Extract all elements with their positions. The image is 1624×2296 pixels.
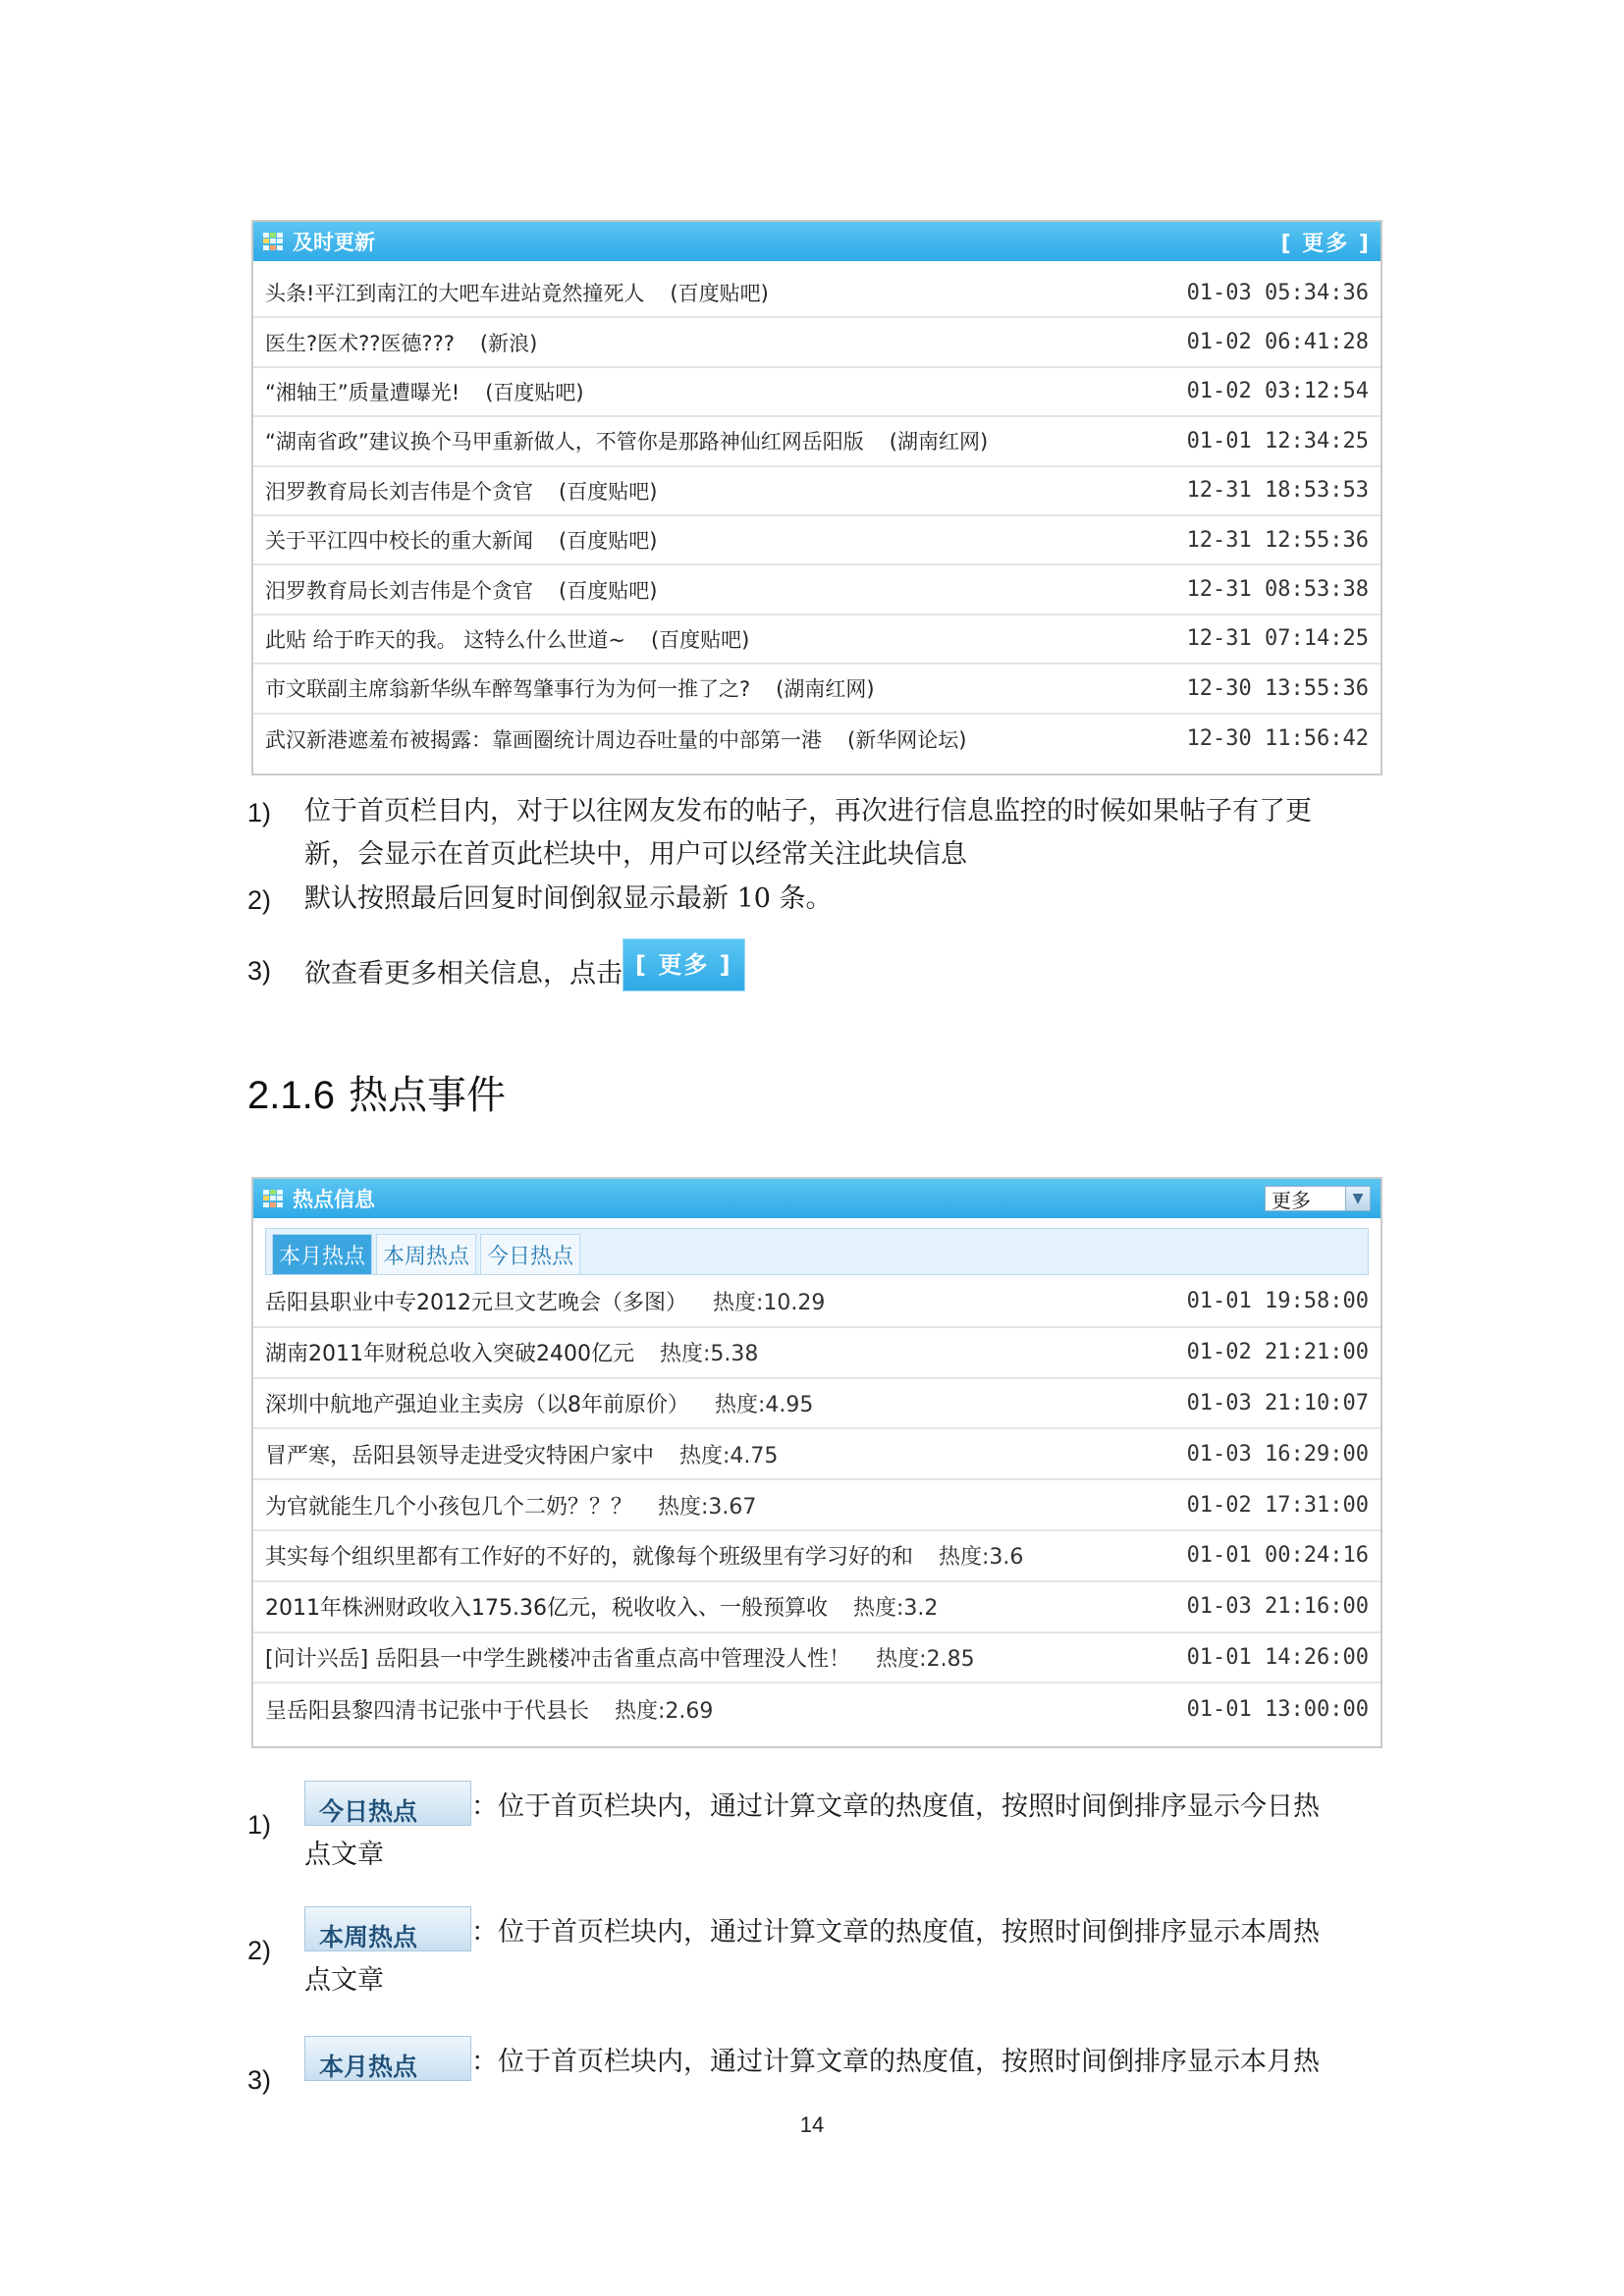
paragraph-line: ：位于首页栏块内，通过计算文章的热度值，按照时间倒排序显示本周热 (471, 1917, 1320, 1948)
heat-value: 热度:10.29 (713, 1291, 826, 1316)
paragraph-line: 点文章 (304, 1840, 384, 1870)
list-item (253, 368, 1380, 417)
post-source: (百度贴吧) (670, 282, 769, 306)
hot-title-link[interactable]: 湖南2011年财税总收入突破2400亿元 (265, 1342, 634, 1367)
list-item (253, 1633, 1380, 1684)
paragraph-line: 新，会显示在首页此栏块中，用户可以经常关注此块信息 (304, 839, 967, 870)
list-item-text (265, 624, 1182, 654)
post-source: (湖南红网) (776, 677, 875, 702)
list-item (253, 1531, 1380, 1582)
paragraph-line: 欲查看更多相关信息，点击 (304, 958, 623, 989)
heat-value: 热度:5.38 (659, 1342, 759, 1367)
hot-list (253, 1277, 1380, 1735)
list-item-text (265, 1439, 1182, 1469)
list-number: 1) (247, 798, 272, 828)
list-item-text (265, 1540, 1182, 1571)
list-number: 2) (247, 885, 272, 915)
list-item-text (265, 377, 1182, 406)
post-time: 12-31 18:53:53 (1186, 478, 1369, 504)
list-item-text (265, 1591, 1182, 1622)
post-source: (新华网论坛) (847, 727, 967, 752)
post-time: 01-02 17:31:00 (1186, 1492, 1369, 1518)
weekly-hot-button-image[interactable]: 本周热点 (304, 1906, 471, 1951)
post-source: (湖南红网) (889, 430, 989, 454)
paragraph-line: 点文章 (304, 1965, 384, 1996)
list-number: 2) (247, 1936, 272, 1965)
tab-monthly-hot[interactable]: 本月热点 (272, 1234, 372, 1274)
hot-info-panel (251, 1177, 1382, 1748)
section-heading (247, 1064, 506, 1120)
post-title-link[interactable]: 武汉新港遮羞布被揭露：靠画圈统计周边吞吐量的中部第一港 (265, 727, 822, 752)
post-title-link[interactable]: 此贴 给于昨天的我。 这特么什么世道~ (265, 627, 625, 652)
post-time: 01-03 05:34:36 (1186, 280, 1369, 305)
list-item-text (265, 1388, 1182, 1418)
more-link[interactable]: [ 更多 ] (1280, 231, 1371, 256)
hot-title-link[interactable]: 深圳中航地产强迫业主卖房（以8年前原价） (265, 1392, 689, 1417)
list-item-text (265, 724, 1182, 754)
list-item-text (265, 476, 1182, 506)
post-time: 12-31 12:55:36 (1186, 527, 1369, 553)
post-time: 12-30 13:55:36 (1186, 675, 1369, 701)
list-item (253, 715, 1380, 764)
list-number: 3) (247, 2065, 272, 2095)
post-time: 01-01 13:00:00 (1186, 1696, 1369, 1722)
post-title-link[interactable]: 医生?医术??医德??? (265, 331, 455, 355)
post-source: (新浪) (479, 331, 538, 355)
list-item (253, 565, 1380, 614)
post-title-link[interactable]: 头条!平江到南江的大吧车进站竟然撞死人 (265, 282, 645, 306)
list-item (253, 1328, 1380, 1379)
panel-title: 及时更新 (293, 231, 375, 254)
section-title: 热点事件 (348, 1073, 506, 1118)
monthly-hot-button-image[interactable]: 本月热点 (304, 2036, 471, 2081)
post-title-link[interactable]: 汨罗教育局长刘吉伟是个贪官 (265, 479, 533, 504)
hot-title-link[interactable]: 其实每个组织里都有工作好的不好的，就像每个班级里有学习好的和 (265, 1545, 914, 1571)
hot-title-link[interactable]: 2011年株洲财政收入175.36亿元，税收收入、一般预算收 (265, 1596, 828, 1622)
list-item (253, 1480, 1380, 1531)
post-source: (百度贴吧) (650, 627, 750, 652)
post-time: 01-01 19:58:00 (1186, 1289, 1369, 1314)
post-time: 01-03 21:10:07 (1186, 1390, 1369, 1415)
dropdown-value: 更多 (1272, 1188, 1311, 1212)
heat-value: 热度:4.75 (679, 1443, 779, 1468)
post-time: 12-30 11:56:42 (1186, 726, 1369, 752)
tab-weekly-hot[interactable]: 本周热点 (376, 1234, 476, 1274)
list-item (253, 1277, 1380, 1328)
list-item-text (265, 525, 1182, 555)
post-time: 01-02 21:21:00 (1186, 1340, 1369, 1365)
post-source: (百度贴吧) (485, 380, 584, 404)
daily-hot-button-image[interactable]: 今日热点 (304, 1781, 471, 1826)
post-time: 01-01 14:26:00 (1186, 1644, 1369, 1670)
post-title-link[interactable]: 关于平江四中校长的重大新闻 (265, 529, 533, 554)
list-item-text (265, 1337, 1182, 1367)
list-item-text (265, 1694, 1182, 1725)
panel-grid-icon (263, 233, 285, 250)
list-item-text (265, 1286, 1182, 1316)
list-item-text (265, 1490, 1182, 1521)
heat-value: 热度:3.6 (939, 1545, 1024, 1571)
list-item (253, 467, 1380, 516)
post-title-link[interactable]: 汨罗教育局长刘吉伟是个贪官 (265, 578, 533, 603)
hot-title-link[interactable]: 呈岳阳县黎四清书记张中于代县长 (265, 1698, 590, 1724)
list-item-text (265, 1642, 1182, 1673)
post-source: (百度贴吧) (559, 578, 658, 603)
hot-tabs (265, 1228, 1369, 1275)
list-item (253, 516, 1380, 565)
paragraph-line: ：位于首页栏块内，通过计算文章的热度值，按照时间倒排序显示本月热 (471, 2047, 1320, 2077)
panel-title: 热点信息 (293, 1188, 375, 1211)
list-item-text (265, 278, 1182, 307)
more-dropdown[interactable] (1265, 1186, 1371, 1211)
hot-title-link[interactable]: 为官就能生几个小孩包几个二奶？？？ (265, 1494, 633, 1520)
panel-header (253, 1179, 1380, 1218)
post-time: 01-01 12:34:25 (1186, 428, 1369, 454)
chevron-down-icon[interactable]: ▼ (1345, 1187, 1370, 1210)
post-time: 01-03 21:16:00 (1186, 1594, 1369, 1620)
post-source: (百度贴吧) (559, 479, 658, 504)
list-item (253, 1379, 1380, 1430)
hot-title-link[interactable]: 冒严寒，岳阳县领导走进受灾特困户家中 (265, 1443, 655, 1468)
list-number: 3) (247, 956, 272, 986)
post-time: 12-31 08:53:38 (1186, 577, 1369, 603)
post-title-link[interactable]: “湘轴王”质量遭曝光! (265, 380, 460, 404)
list-item-text (265, 575, 1182, 605)
list-item (253, 1429, 1380, 1480)
list-item (253, 665, 1380, 714)
list-item-text (265, 328, 1182, 357)
heat-value: 热度:2.69 (615, 1698, 714, 1724)
post-title-link[interactable]: 市文联副主席翁新华纵车醉驾肇事行为为何一推了之? (265, 677, 751, 702)
heat-value: 热度:2.85 (876, 1646, 975, 1672)
post-time: 01-02 03:12:54 (1186, 379, 1369, 404)
section-number: 2.1.6 (247, 1074, 335, 1117)
paragraph-line: 默认按照最后回复时间倒叙显示最新 10 条。 (304, 883, 833, 914)
list-item (253, 1582, 1380, 1633)
list-item (253, 318, 1380, 367)
heat-value: 热度:4.95 (715, 1392, 814, 1417)
list-item (253, 1683, 1380, 1735)
more-button-image[interactable]: [ 更多 ] (623, 938, 745, 991)
realtime-update-panel (251, 220, 1382, 775)
list-number: 1) (247, 1810, 272, 1840)
tab-daily-hot[interactable]: 今日热点 (480, 1234, 580, 1274)
update-list (253, 261, 1380, 764)
hot-title-link[interactable]: [问计兴岳] 岳阳县一中学生跳楼冲击省重点高中管理没人性！ (265, 1646, 851, 1672)
heat-value: 热度:3.2 (852, 1596, 939, 1622)
post-source: (百度贴吧) (559, 529, 658, 554)
list-item (253, 615, 1380, 665)
paragraph-line: 位于首页栏目内，对于以往网友发布的帖子，再次进行信息监控的时候如果帖子有了更 (304, 796, 1312, 827)
paragraph-line: ：位于首页栏块内，通过计算文章的热度值，按照时间倒排序显示今日热 (471, 1791, 1320, 1822)
post-title-link[interactable]: “湖南省政”建议换个马甲重新做人，不管你是那路神仙红网岳阳版 (265, 430, 864, 454)
panel-header (253, 222, 1380, 261)
hot-title-link[interactable]: 岳阳县职业中专2012元旦文艺晚会（多图） (265, 1291, 687, 1316)
panel-grid-icon (263, 1190, 285, 1207)
heat-value: 热度:3.67 (658, 1494, 757, 1520)
post-time: 01-01 00:24:16 (1186, 1543, 1369, 1569)
page-number: 14 (799, 2112, 825, 2137)
list-item (253, 269, 1380, 318)
list-item (253, 417, 1380, 466)
list-item-text (265, 673, 1182, 703)
list-item-text (265, 426, 1182, 455)
post-time: 01-02 06:41:28 (1186, 330, 1369, 355)
post-time: 12-31 07:14:25 (1186, 626, 1369, 652)
post-time: 01-03 16:29:00 (1186, 1441, 1369, 1467)
